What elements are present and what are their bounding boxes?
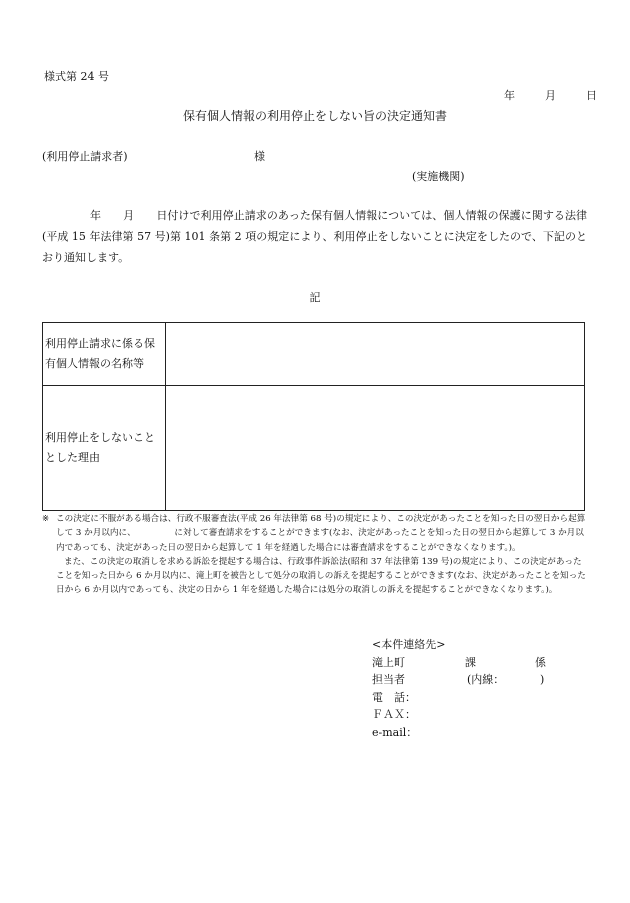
date-year: 年 xyxy=(504,89,515,102)
contact-heading: <本件連絡先> xyxy=(372,638,446,651)
note-lawsuit: また、この決定の取消しを求める訴訟を提起する場合は、行政事件訴訟法(昭和 37 年法律第 139 号)の規定により、この決定があったことを知った日から 6 か月以内に、滝上町を被告として処分の取消しの訴えを提起することができます(なお、決定があったことを知った日から 6 か月以内であっても、決定の日から 1 年を経過した場合には処分の取消しの訴えを提起することができなくなります。)。 xyxy=(56,556,586,596)
contact-block xyxy=(372,636,546,741)
contact-extension-close: ) xyxy=(540,673,545,686)
decision-table xyxy=(42,322,585,511)
ki-heading: 記 xyxy=(309,291,321,304)
honorific: 様 xyxy=(254,150,265,163)
date-month: 月 xyxy=(545,89,556,102)
note-mark: ※ xyxy=(42,514,50,524)
contact-person-label: 担当者 xyxy=(372,673,405,686)
contact-unit: 係 xyxy=(535,655,546,669)
body-paragraph: 年 月 日付けで利用停止請求のあった保有個人情報については、個人情報の保護に関する法律(平成 15 年法律第 57 号)第 101 条第 2 項の規定により、利用停止をしないことに決定をしたので、下記のとおり通知します。 xyxy=(42,209,587,264)
requester-label: (利用停止請求者) xyxy=(42,150,128,163)
agency-label: (実施機関) xyxy=(412,170,465,183)
table-row xyxy=(43,323,585,386)
form-number: 様式第 24 号 xyxy=(44,70,109,83)
row-label-info-name: 利用停止請求に係る保有個人情報の名称等 xyxy=(43,323,166,386)
date-day: 日 xyxy=(586,89,597,102)
contact-section: 課 xyxy=(465,655,476,669)
table-row xyxy=(43,386,585,511)
contact-person-row xyxy=(372,671,545,689)
contact-phone-row: 電 話： xyxy=(372,690,416,704)
row-value-reason xyxy=(166,386,585,511)
row-label-reason: 利用停止をしないこととした理由 xyxy=(43,386,166,511)
contact-town: 滝上町 xyxy=(372,655,405,669)
contact-extension-label: (内線： xyxy=(467,673,505,686)
date-line xyxy=(504,87,597,103)
note-appeal: この決定に不服がある場合は、行政不服審査法(平成 26 年法律第 68 号)の規定により、この決定があったことを知った日の翌日から起算して 3 か月以内に、 に対して審査請求をすることができます(なお、決定があったことを知った日の翌日から起算して 3 か月以内であっても、決定があった日の翌日から起算して 1 年を経過した場合には審査請求をすることができなくなります。)。 xyxy=(56,514,586,553)
contact-email-row: e-mail： xyxy=(372,725,418,739)
row-value-info-name xyxy=(166,323,585,386)
contact-fax-row: ＦＡＸ： xyxy=(372,708,416,721)
contact-dept-row xyxy=(372,654,546,672)
document-title: 保有個人情報の利用停止をしない旨の決定通知書 xyxy=(182,109,447,123)
notes-section xyxy=(42,512,587,598)
